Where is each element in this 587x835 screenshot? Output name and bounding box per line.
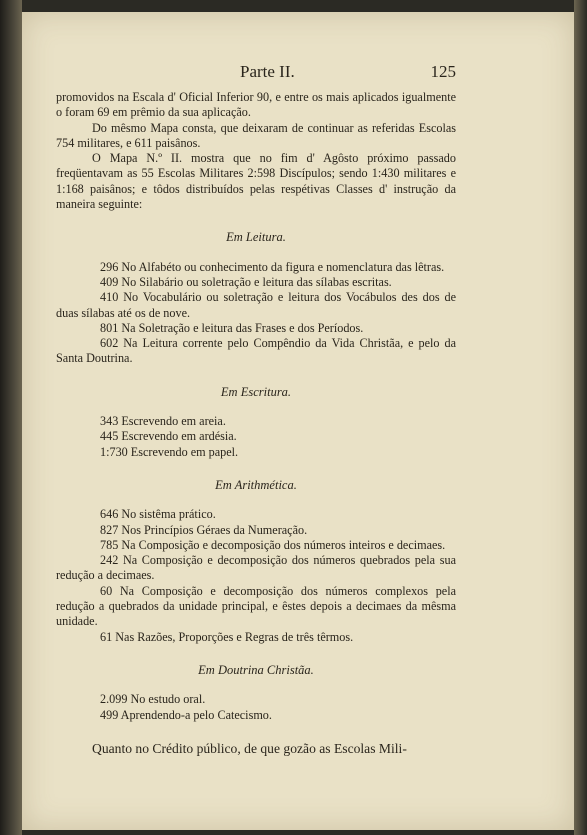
section-heading-escritura: Em Escritura. [220, 384, 292, 399]
page-number: 125 [430, 62, 456, 81]
intro-paragraph-3: O Mapa N.º II. mostra que no fim d' Agôsto próximo passado freqüentavam as 55 Escolas Militares 2:598 Discípulos; sendo 1:430 militares e 1:168 paisânos; e tôdos distribuídos pelas respétivas Classes d' instrução da maneira seguinte: [56, 151, 456, 212]
book-gutter [0, 0, 22, 835]
page-edge [574, 0, 587, 835]
list-item: 410 No Vocabulário ou soletração e leitura dos Vocábulos des dos de duas sílabas até os de nove. [56, 290, 456, 320]
list-item: 242 Na Composição e decomposição dos números quebrados pela sua redução a decimaes. [56, 553, 456, 583]
list-item: 646 No sistêma prático. [100, 507, 216, 522]
list-item: 445 Escrevendo em ardésia. [100, 429, 237, 444]
list-item: 61 Nas Razões, Proporções e Regras de três têrmos. [100, 629, 354, 644]
closing-line: Quanto no Crédito público, de que gozão as Escolas Mili- [92, 740, 407, 756]
running-title: Parte II. [240, 62, 295, 81]
section-heading-leitura: Em Leitura. [226, 230, 286, 245]
list-item: 827 Nos Princípios Géraes da Numeração. [100, 522, 308, 537]
list-item: 1:730 Escrevendo em papel. [100, 444, 239, 459]
page-text [56, 64, 456, 756]
section-heading-doutrina: Em Doutrina Christãa. [198, 662, 314, 677]
list-item: 60 Na Composição e decomposição dos números complexos pela redução a quebrados da unidade principal, e êstes depois a decimaes da mêsma unidade. [56, 583, 456, 629]
list-item: 602 Na Leitura corrente pelo Compêndio da Vida Christãa, e pelo da Santa Doutrina. [56, 336, 456, 366]
list-item: 296 No Alfabéto ou conhecimento da figura e nomenclatura das lêtras. [100, 259, 445, 274]
list-item: 801 Na Soletração e leitura das Frases e dos Períodos. [100, 320, 364, 335]
intro-paragraph-1: promovidos na Escala d' Oficial Inferior 90, e entre os mais aplicados igualmente o foram 69 em prêmio da sua aplicação. [56, 90, 456, 120]
page-header [56, 64, 456, 90]
section-heading-arithmetica: Em Arithmética. [215, 477, 297, 492]
list-item: 2.099 No estudo oral. [100, 692, 206, 707]
list-item: 785 Na Composição e decomposição dos números inteiros e decimaes. [100, 537, 446, 552]
intro-paragraph-2: Do mêsmo Mapa consta, que deixaram de continuar as referidas Escolas 754 militares, e 611 paisânos. [56, 120, 456, 150]
list-item: 409 No Silabário ou soletração e leitura das sílabas escritas. [100, 274, 392, 289]
list-item: 499 Aprendendo-a pelo Catecismo. [100, 707, 272, 722]
list-item: 343 Escrevendo em areia. [100, 414, 226, 429]
